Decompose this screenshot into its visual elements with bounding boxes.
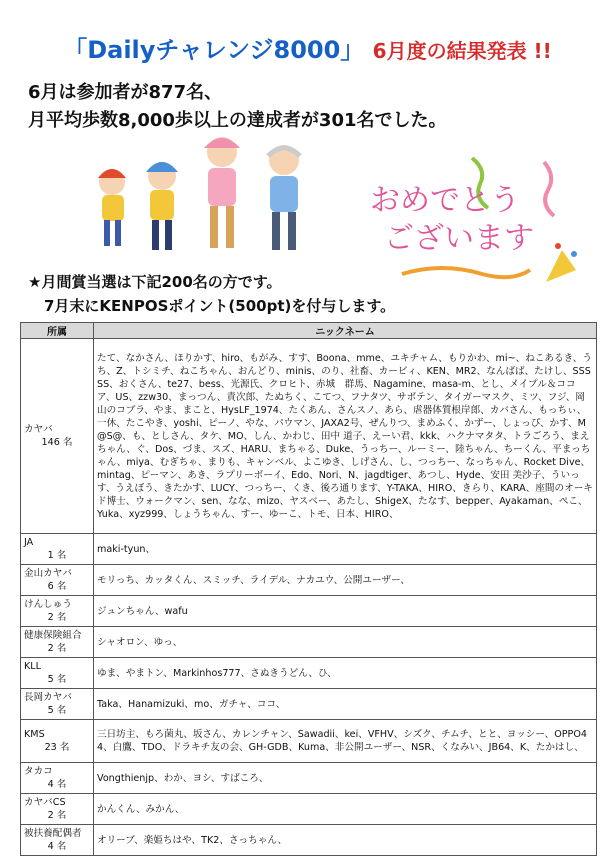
affiliation-name: カヤバ xyxy=(24,424,53,435)
nickname-cell: ジュンちゃん、wafu xyxy=(94,596,597,627)
affiliation-count: 4 名 xyxy=(47,841,67,852)
affiliation-count: 23 名 xyxy=(44,742,70,753)
congrats-line-1: おめでとう xyxy=(370,183,520,218)
affiliation-name: けんしゅう xyxy=(24,599,72,610)
affiliation-name: カヤバCS xyxy=(24,797,66,808)
title-sub: 6月度の結果発表 !! xyxy=(372,39,552,63)
affiliation-count: 2 名 xyxy=(47,643,67,654)
affiliation-cell xyxy=(21,596,94,627)
nickname-cell: Vongthienjp、わか、ヨシ、すばころ、 xyxy=(94,763,597,794)
note-line-2: 7月末にKENPOSポイント(500pt)を付与します。 xyxy=(44,297,396,315)
affiliation-count: 2 名 xyxy=(47,612,67,623)
affiliation-count: 5 名 xyxy=(47,674,67,685)
table-row xyxy=(21,596,597,627)
title-main: 「Dailyチャレンジ8000」 xyxy=(63,36,365,64)
table-row xyxy=(21,689,597,720)
affiliation-name: 被扶養配偶者 xyxy=(24,828,82,839)
affiliation-cell xyxy=(21,825,94,856)
table-row xyxy=(21,720,597,763)
affiliation-cell xyxy=(21,565,94,596)
nickname-cell: maki-tyun、 xyxy=(94,534,597,565)
lead-line-2: 月平均歩数8,000歩以上の達成者が301名でした。 xyxy=(28,110,447,131)
table-header-row xyxy=(21,323,597,339)
table-row xyxy=(21,658,597,689)
affiliation-cell xyxy=(21,534,94,565)
affiliation-count: 6 名 xyxy=(47,581,67,592)
affiliation-count: 4 名 xyxy=(47,779,67,790)
nickname-cell: たて、なかさん、ほりかす、hiro、もがみ、すす、Boona、mme、ユキチャム、もりかわ、mi~、ねこあるき、うち、Z、トシミチ、ねこちゃん、おんどり、minis、のり、社畜、カービィ、KEN、MR2、なんばば、たけし、SSSSS、おくさん、te27、bess、光源氏、クロヒト、赤城 群馬、Nagamine、masa-m、とし、メイプル＆ココア、US、zzw30、まっつん、責次郎、たぬちく、こてつ、フナタツ、サボテン、タイガーマスク、ミツ、フジ、岡山のコブラ、やま、まこと、HysLF_1974、たくあん、さんスノ、あら、虐器体質根岸郎、カバさん、もっちぃ、一休、たこやき、yoshi、ピーノ、やな、パウマン、JAXA2号、ぜんりつ、まめふく、かずー、しょっぴ、かす、M@S@、も、としさん、タケ、MO、しん、かわじ、田中 道子、えーい君、kkk、ハクナマタタ、トラごろう、まえちゃん、ぐ、Dos、づま、スズ、HARU、まちゃる、Duke、うっちー、ルーミー、陸ちゃん、ちーくん、平まっちゃん、miya、むぎちゃ、まりも、キャンベル、よこゆき、しげさん、し、つっちー、なっちゃん、Rocket Dive、mintag、ピーマン、あき、ラプリーボーイ、Edo、Nori、N、jagdtiger、あつし、Hyde、安田 美沙子、ういっす、うえぼう、きたかす、LUCY、つっちー、くき、後ろ通ります、Y-TAKA、HIRO、きらり、KARA、座間のオーキド博士、ウォークマン、sen、なな、mizo、ヤスベー、あたし、ShigeX、たなす、bepper、Ayakaman、ぺこ、Yuka、xyz999、しょうちゃん、すー、ゆーこ、トモ、日本、HIRO、 xyxy=(94,339,597,534)
nickname-cell: ゆま、やまトン、Markinhos777、さぬきうどん、ひ、 xyxy=(94,658,597,689)
affiliation-cell xyxy=(21,658,94,689)
lead-line-1: 6月は参加者が877名、 xyxy=(28,82,223,103)
affiliation-count: 2 名 xyxy=(47,810,67,821)
affiliation-name: JA xyxy=(24,537,34,548)
winners-table xyxy=(20,322,597,856)
affiliation-cell xyxy=(21,627,94,658)
nickname-cell: モリっち、カッタくん、スミッチ、ライデル、ナカユウ、公開ユーザー、 xyxy=(94,565,597,596)
affiliation-name: 健康保険組合 xyxy=(24,630,82,641)
header-nickname: ニックネーム xyxy=(94,323,597,339)
table-row xyxy=(21,794,597,825)
affiliation-name: 長岡カヤバ xyxy=(24,692,72,703)
affiliation-cell xyxy=(21,689,94,720)
note-line-1: ★月間賞当選は下記200名の方です。 xyxy=(28,273,282,291)
table-row xyxy=(21,534,597,565)
affiliation-name: KLL xyxy=(24,661,41,672)
nickname-cell: シャオロン、ゆっ、 xyxy=(94,627,597,658)
nickname-cell: かんくん、みかん、 xyxy=(94,794,597,825)
table-row xyxy=(21,825,597,856)
affiliation-name: KMS xyxy=(24,729,45,740)
affiliation-name: 金山カヤバ xyxy=(24,568,72,579)
affiliation-count: 1 名 xyxy=(47,550,67,561)
table-row xyxy=(21,565,597,596)
header-affiliation: 所属 xyxy=(21,323,94,339)
affiliation-cell xyxy=(21,720,94,763)
nickname-cell: Taka、Hanamizuki、mo、ガチャ、ココ、 xyxy=(94,689,597,720)
walking-family-illustration xyxy=(80,130,330,258)
affiliation-cell xyxy=(21,763,94,794)
congratulations-graphic xyxy=(362,150,582,285)
nickname-cell: 三日坊主、もろ菌丸、坂さん、カレンチャン、Sawadii、kei、VFHV、シズク、チムチ、とと、ヨッシー、OPPO44、白鷹、TDO、ドラキチ友の会、GH-GDB、Kuma、非公開ユーザー、NSR、くなみい、JB64、K、たかはし、 xyxy=(94,720,597,763)
nickname-cell: オリーブ、楽姫ちはや、TK2、さっちゃん、 xyxy=(94,825,597,856)
affiliation-count: 5 名 xyxy=(47,705,67,716)
table-row xyxy=(21,339,597,534)
table-row xyxy=(21,763,597,794)
congrats-line-2: ございます xyxy=(384,221,534,256)
page-title xyxy=(0,30,615,65)
affiliation-count: 146 名 xyxy=(41,437,73,448)
affiliation-cell xyxy=(21,339,94,534)
affiliation-cell xyxy=(21,794,94,825)
table-row xyxy=(21,627,597,658)
affiliation-name: タカコ xyxy=(24,766,53,777)
party-popper-icon xyxy=(546,243,577,282)
